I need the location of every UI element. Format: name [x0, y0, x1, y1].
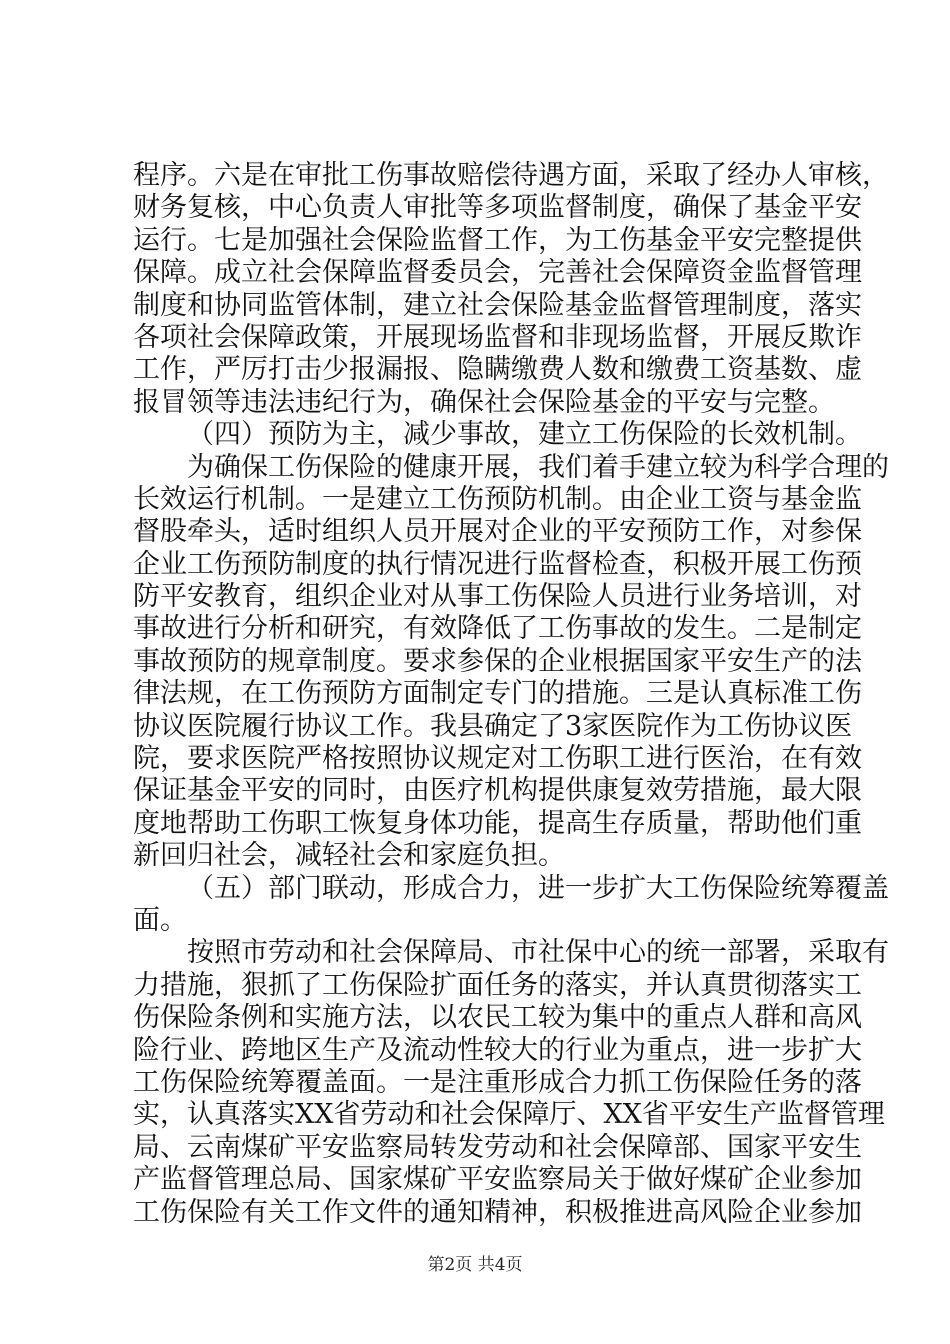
- text-line: 工伤保险统筹覆盖面。一是注重形成合力抓工伤保险任务的落: [133, 1066, 862, 1098]
- text-line: 协议医院履行协议工作。我县确定了3家医院作为工伤协议医: [133, 710, 853, 742]
- text-line: 各项社会保障政策，开展现场监督和非现场监督，开展反欺诈: [133, 321, 862, 353]
- text-line: 力措施，狠抓了工伤保险扩面任务的落实，并认真贯彻落实工: [133, 969, 862, 1001]
- body-text: [133, 160, 889, 1229]
- text-line: 长效运行机制。一是建立工伤预防机制。由企业工资与基金监: [133, 483, 862, 515]
- text-line: 工伤保险有关工作文件的通知精神，积极推进高风险企业参加: [133, 1196, 862, 1228]
- text-line: 督股牵头，适时组织人员开展对企业的平安预防工作，对参保: [133, 516, 862, 548]
- text-line: 伤保险条例和实施方法，以农民工较为集中的重点人群和高风: [133, 1002, 862, 1034]
- text-line: 产监督管理总局、国家煤矿平安监察局关于做好煤矿企业参加: [133, 1164, 862, 1196]
- text-line: 保证基金平安的同时，由医疗机构提供康复效劳措施，最大限: [133, 775, 862, 807]
- section-heading-4: （四）预防为主，减少事故，建立工伤保险的长效机制。: [187, 419, 862, 451]
- text-line: 新回归社会，减轻社会和家庭负担。: [133, 840, 565, 872]
- text-line: 事故预防的规章制度。要求参保的企业根据国家平安生产的法: [133, 645, 862, 677]
- text-line: 院，要求医院严格按照协议规定对工伤职工进行医治，在有效: [133, 743, 862, 775]
- text-line: 防平安教育，组织企业对从事工伤保险人员进行业务培训，对: [133, 581, 862, 613]
- text-line: 事故进行分析和研究，有效降低了工伤事故的发生。二是制定: [133, 613, 862, 645]
- page-number: 第2页 共4页: [427, 1255, 523, 1275]
- text-line: 保障。成立社会保障监督委员会，完善社会保障资金监督管理: [133, 257, 862, 289]
- text-line: 为确保工伤保险的健康开展，我们着手建立较为科学合理的: [187, 451, 889, 483]
- text-line: 企业工伤预防制度的执行情况进行监督检查，积极开展工伤预: [133, 548, 862, 580]
- text-line: 律法规，在工伤预防方面制定专门的措施。三是认真标准工伤: [133, 678, 862, 710]
- section-heading-5-cont: 面。: [133, 904, 187, 936]
- section-heading-5: （五）部门联动，形成合力，进一步扩大工伤保险统筹覆盖: [187, 872, 889, 904]
- text-line: 运行。七是加强社会保险监督工作，为工伤基金平安完整提供: [133, 224, 862, 256]
- text-line: 财务复核，中心负责人审批等多项监督制度，确保了基金平安: [133, 192, 862, 224]
- text-line: 程序。六是在审批工伤事故赔偿待遇方面，采取了经办人审核，: [133, 160, 889, 191]
- text-line: 工作，严厉打击少报漏报、隐瞒缴费人数和缴费工资基数、虚: [133, 354, 862, 386]
- text-line: 制度和协同监管体制，建立社会保险基金监督管理制度，落实: [133, 289, 862, 321]
- text-line: 局、云南煤矿平安监察局转发劳动和社会保障部、国家平安生: [133, 1131, 862, 1163]
- text-line: 险行业、跨地区生产及流动性较大的行业为重点，进一步扩大: [133, 1034, 862, 1066]
- text-line: 按照市劳动和社会保障局、市社保中心的统一部署，采取有: [187, 937, 889, 969]
- text-line: 报冒领等违法违纪行为，确保社会保险基金的平安与完整。: [133, 386, 835, 418]
- text-line: 实，认真落实XX省劳动和社会保障厅、XX省平安生产监督管理: [133, 1099, 885, 1131]
- text-line: 度地帮助工伤职工恢复身体功能，提高生存质量，帮助他们重: [133, 807, 862, 839]
